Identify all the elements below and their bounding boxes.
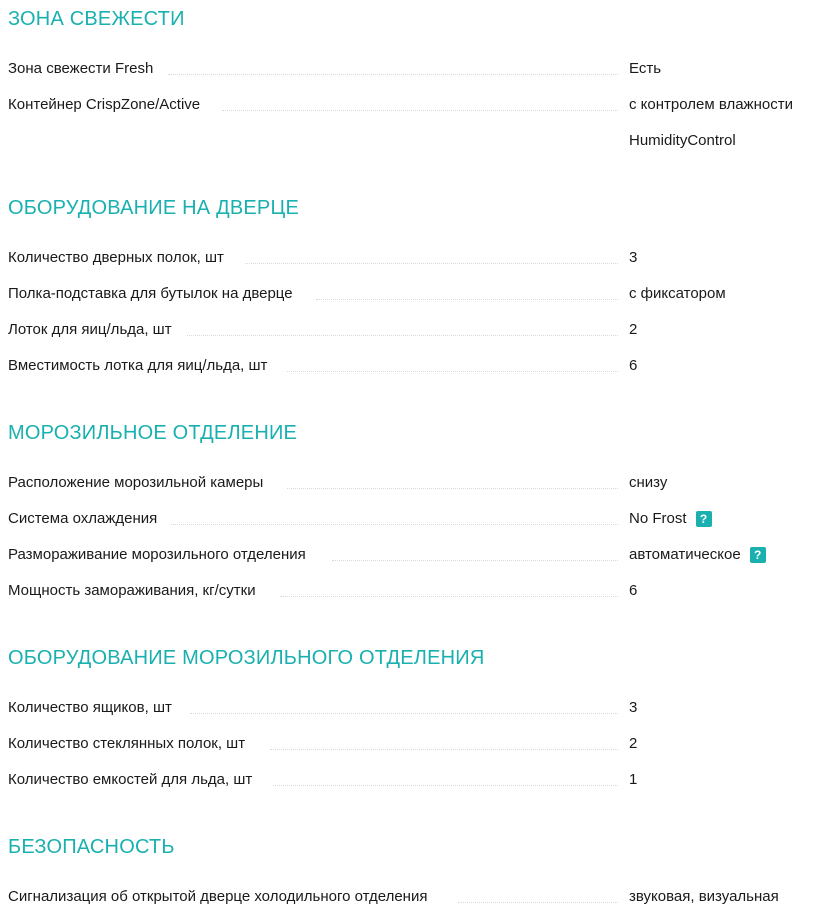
dotted-leader [187, 335, 618, 336]
spec-label: Количество ящиков, шт [8, 699, 172, 716]
dotted-leader [171, 524, 618, 525]
spec-value-text: 1 [629, 771, 638, 788]
spec-row [0, 543, 816, 567]
spec-value [629, 579, 637, 603]
spec-label: Расположение морозильной камеры [8, 474, 264, 491]
dotted-leader [316, 299, 618, 300]
dotted-leader [287, 371, 618, 372]
spec-label: Сигнализация об открытой дверце холодильного отделения [8, 888, 428, 905]
spec-value [629, 768, 637, 792]
spec-row [0, 318, 816, 342]
spec-label: Лоток для яиц/льда, шт [8, 321, 172, 338]
spec-value-text: Есть [629, 60, 662, 77]
spec-value [629, 471, 667, 495]
dotted-leader [168, 74, 618, 75]
spec-value [629, 93, 793, 117]
spec-value-text: звуковая, визуальная [629, 888, 779, 905]
spec-label: Контейнер CrispZone/Active [8, 96, 201, 113]
spec-value-text: с контролем влажности [629, 96, 793, 113]
spec-value-text: 2 [629, 735, 638, 752]
spec-value [629, 354, 637, 378]
spec-value-text: с фиксатором [629, 285, 726, 302]
spec-row [0, 885, 816, 909]
spec-value [629, 129, 736, 153]
spec-label: Размораживание морозильного отделения [8, 546, 306, 563]
help-icon[interactable]: ? [696, 511, 712, 527]
spec-row [0, 57, 816, 81]
spec-value-text: No Frost [629, 510, 687, 527]
spec-value [629, 543, 766, 567]
section-title: ОБОРУДОВАНИЕ МОРОЗИЛЬНОГО ОТДЕЛЕНИЯ [8, 647, 485, 669]
section-title: ОБОРУДОВАНИЕ НА ДВЕРЦЕ [8, 197, 299, 219]
section-title: МОРОЗИЛЬНОЕ ОТДЕЛЕНИЕ [8, 422, 298, 444]
dotted-leader [222, 110, 618, 111]
spec-value-text: 3 [629, 699, 638, 716]
dotted-leader [245, 263, 618, 264]
spec-value [629, 696, 637, 720]
spec-label: Количество дверных полок, шт [8, 249, 224, 266]
spec-row [0, 507, 816, 531]
spec-row [0, 471, 816, 495]
spec-label: Полка-подставка для бутылок на дверце [8, 285, 293, 302]
dotted-leader [280, 596, 618, 597]
dotted-leader [332, 560, 618, 561]
spec-value-text: 6 [629, 357, 638, 374]
section-title: БЕЗОПАСНОСТЬ [8, 836, 175, 858]
dotted-leader [287, 488, 618, 489]
dotted-leader [458, 902, 618, 903]
spec-value [629, 732, 637, 756]
spec-row [0, 354, 816, 378]
spec-label: Система охлаждения [8, 510, 158, 527]
dotted-leader [270, 749, 618, 750]
spec-value-text: автоматическое [629, 546, 741, 563]
spec-value [629, 318, 637, 342]
spec-label: Мощность замораживания, кг/сутки [8, 582, 256, 599]
spec-row-continuation [0, 129, 816, 153]
spec-row [0, 696, 816, 720]
spec-value [629, 507, 712, 531]
spec-row [0, 282, 816, 306]
spec-value-text: 6 [629, 582, 638, 599]
spec-value [629, 57, 661, 81]
dotted-leader [190, 713, 618, 714]
spec-label: Вместимость лотка для яиц/льда, шт [8, 357, 268, 374]
spec-value-text: HumidityControl [629, 132, 736, 149]
spec-label: Количество емкостей для льда, шт [8, 771, 253, 788]
section-title: ЗОНА СВЕЖЕСТИ [8, 8, 185, 30]
spec-value [629, 246, 637, 270]
help-icon[interactable]: ? [750, 547, 766, 563]
spec-row [0, 246, 816, 270]
spec-label: Зона свежести Fresh [8, 60, 154, 77]
spec-row [0, 732, 816, 756]
spec-value-text: 3 [629, 249, 638, 266]
spec-value-text: 2 [629, 321, 638, 338]
spec-row [0, 768, 816, 792]
spec-label: Количество стеклянных полок, шт [8, 735, 246, 752]
spec-row [0, 579, 816, 603]
spec-value [629, 282, 726, 306]
dotted-leader [273, 785, 618, 786]
spec-row [0, 93, 816, 117]
spec-value-text: снизу [629, 474, 668, 491]
spec-value [629, 885, 779, 909]
